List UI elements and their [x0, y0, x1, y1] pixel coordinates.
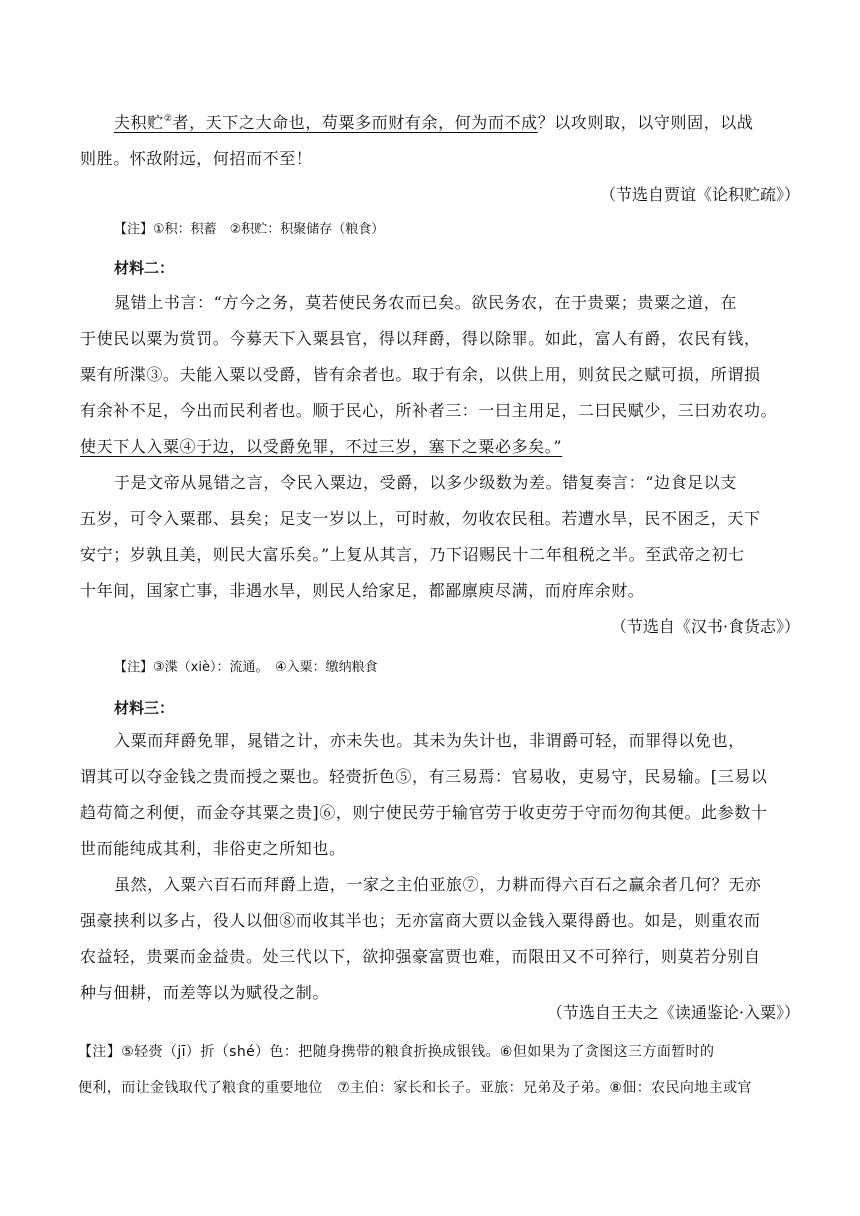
material3-note-line-1: 【注】⑤轻赍（jī）折（shé）色：把随身携带的粮食折换成银钱。⑥但如果为了贪图这三方面暂时的: [78, 1044, 715, 1060]
text-run: ？以攻则取，以守则固，以战: [537, 113, 754, 132]
material1-underlined-text: [114, 113, 538, 132]
material1-note: 【注】①积：积蓄 ②积贮：积聚储存（粮食）: [114, 222, 385, 237]
material2-note: 【注】③渫（xiè）：流通。 ④入粟：缴纳粮食: [114, 660, 378, 675]
material2-line-8: 安宁；岁孰且美，则民大富乐矣。”上复从其言，乃下诏赐民十二年租税之半。至武帝之初七: [80, 545, 745, 564]
material2-line-9: 十年间，国家亡事，非遇水旱，则民人给家足，都鄙廪庾尽满，而府库余财。: [80, 581, 645, 600]
text-run: 夫积贮: [114, 113, 164, 132]
material3-line-4: 世而能纯成其利，非俗吏之所知也。: [80, 839, 346, 858]
material2-line-3: 粟有所渫③。夫能入粟以受爵，皆有余者也。取于有余，以供上用，则贫民之赋可损，所谓损: [80, 365, 761, 384]
material3-source: （节选自王夫之《读通鉴论·入粟》）: [546, 1003, 800, 1022]
material3-note-line-2: 便利，而让金钱取代了粮食的重要地位 ⑦主伯：家长和长子。亚旅：兄弟及子弟。⑧佃：农民向地主或官: [78, 1080, 752, 1096]
material2-line-5-underlined: 使天下人入粟④于边，以受爵免罪，不过三岁，塞下之粟必多矣。”: [80, 437, 563, 456]
material2-source: （节选自《汉书·食货志》）: [610, 617, 800, 636]
material1-source: （节选自贾谊《论积贮疏》）: [599, 185, 800, 204]
material3-line-5: 虽然，入粟六百石而拜爵上造，一家之主伯亚旅⑦，力耕而得六百石之赢余者几何？无亦: [114, 875, 762, 894]
material2-heading: 材料二：: [114, 259, 175, 277]
material3-line-1: 入粟而拜爵免罪，晁错之计，亦未失也。其未为失计也，非谓爵可轻，而罪得以免也，: [114, 731, 745, 750]
material3-heading: 材料三：: [114, 699, 175, 717]
material1-line-2: 则胜。怀敌附远，何招而不至！: [80, 149, 313, 168]
material2-line-6: 于是文帝从晁错之言，令民入粟边，受爵，以多少级数为差。错复奏言：“边食足以支: [114, 473, 737, 492]
material3-line-7: 农益轻，贵粟而金益贵。处三代以下，欲抑强豪富贾也难，而限田又不可猝行，则莫若分别自: [80, 947, 761, 966]
material3-line-8: 种与佃耕，而差等以为赋役之制。: [80, 983, 330, 1002]
material2-line-2: 于使民以粟为赏罚。今募天下入粟县官，得以拜爵，得以除罪。如此，富人有爵，农民有钱，: [80, 329, 761, 348]
material3-line-2: 谓其可以夺金钱之贵而授之粟也。轻赍折色⑤，有三易焉：官易收，吏易守，民易输。[三易以: [80, 767, 768, 786]
material2-line-7: 五岁，可令入粟郡、县矣；足支一岁以上，可时赦，勿收农民租。若遭水旱，民不困乏，天下: [80, 509, 761, 528]
footnote-marker: ②: [163, 114, 173, 124]
material1-line-1: [114, 112, 784, 134]
material2-line-4: 有余补不足，今出而民利者也。顺于民心，所补者三：一曰主用足，二曰民赋少，三曰劝农功。: [80, 401, 778, 420]
material2-line-1: 晁错上书言：“方今之务，莫若使民务农而已矣。欲民务农，在于贵粟；贵粟之道，在: [114, 293, 737, 312]
text-run: 者，天下之大命也，苟粟多而财有余，何为而不成: [172, 113, 538, 132]
material3-line-3: 趋苟简之利便，而金夺其粟之贵]⑥，则宁使民劳于输官劳于收吏劳于守而勿徇其便。此参数十: [80, 803, 768, 822]
material3-line-6: 强豪挟利以多占，役人以佃⑧而收其半也；无亦富商大贾以金钱入粟得爵也。如是，则重农而: [80, 911, 761, 930]
